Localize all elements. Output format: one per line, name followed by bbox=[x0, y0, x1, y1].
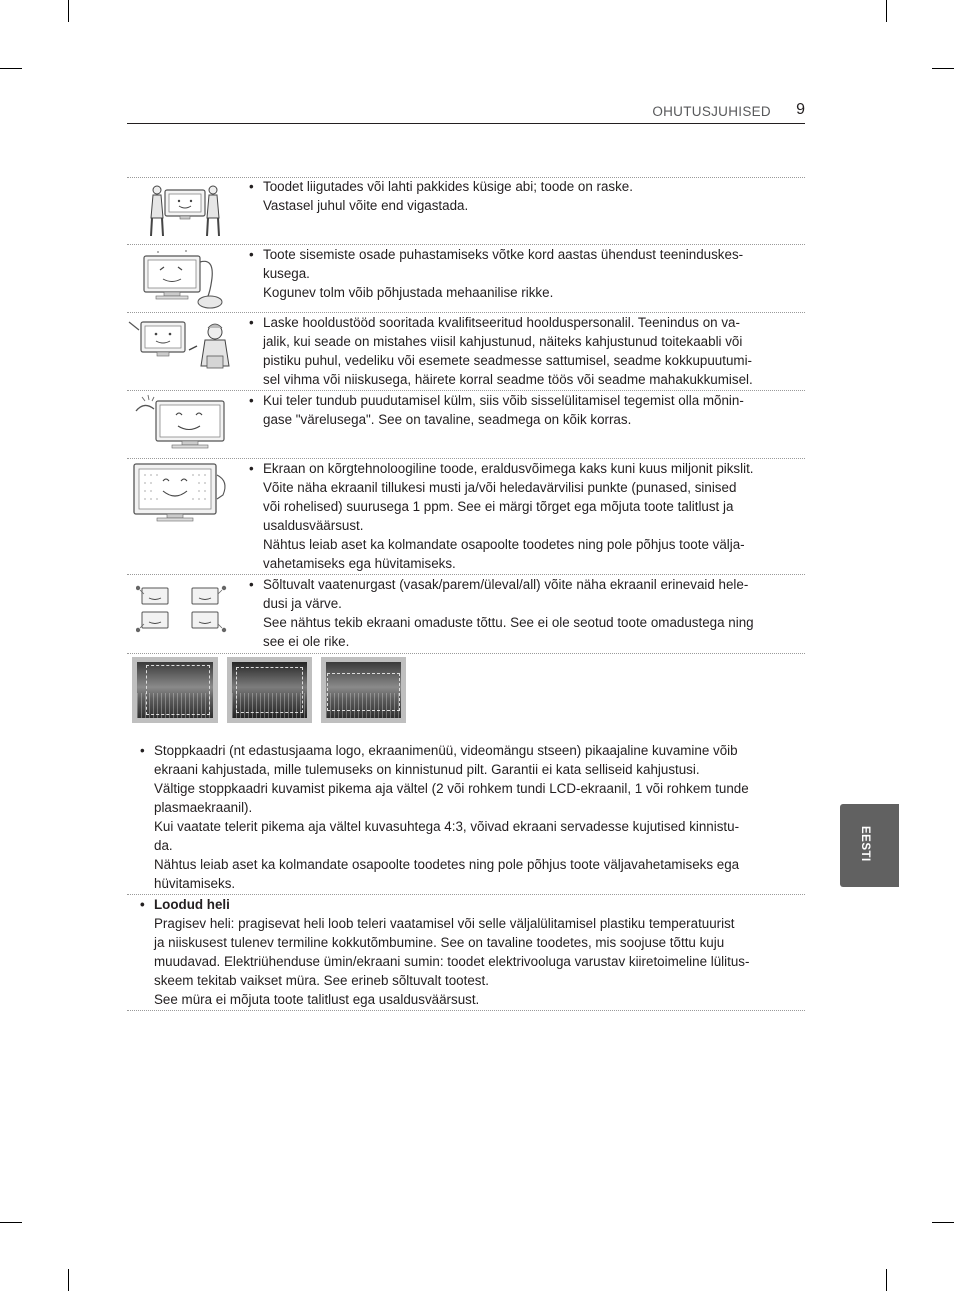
crop-mark bbox=[0, 1222, 22, 1223]
tv-pixel-dots-icon bbox=[131, 461, 231, 525]
language-tab bbox=[840, 804, 899, 887]
row-separator bbox=[127, 1010, 805, 1011]
bullet: • bbox=[249, 461, 254, 476]
text-line: Nähtus leiab aset ka kolmandate osapoolte toodetes ning pole põhjus toote välja- bbox=[263, 537, 745, 552]
page-header bbox=[127, 100, 805, 124]
text-line: usaldusväärsust. bbox=[263, 518, 364, 533]
noise-title: Loodud heli bbox=[154, 897, 230, 912]
text-line: hüvitamiseks. bbox=[154, 876, 236, 891]
bullet: • bbox=[249, 393, 254, 408]
text-line: Nähtus leiab aset ka kolmandate osapoolte toodetes ning pole põhjus toote väljavahetamiseks ega bbox=[154, 857, 740, 872]
noise-section bbox=[140, 895, 749, 1009]
text-line: gase "värelusega". See on tavaline, seadmega on kõik korras. bbox=[263, 412, 632, 427]
text-line: Kui vaatate telerit pikema aja vältel kuvasuhtega 4:3, võivad ekraani servadesse kujutised kinnistu- bbox=[154, 819, 740, 834]
text-line: ja niiskusest tulenev termiline kokkutõmbumine. See on tavaline toodetes, mis soojuse tõttu kuju bbox=[154, 935, 725, 950]
safety-item bbox=[249, 391, 744, 429]
text-line: Võite näha ekraanil tillukesi musti ja/või heledavärvilisi punkte (punased, sinised bbox=[263, 480, 737, 495]
section-title: OHUTUSJUHISED bbox=[652, 104, 771, 119]
page-number: 9 bbox=[796, 101, 805, 118]
crop-mark bbox=[886, 1269, 887, 1291]
text-line: pistiku puhul, vedeliku või esemete seadmesse sattumisel, seadme kokkupuutumi- bbox=[263, 353, 753, 368]
text-line: või rohelised) suurusega 1 ppm. See ei märgi tõrget ega mõjuta toote talitlust ja bbox=[263, 499, 734, 514]
still-image-example bbox=[321, 657, 406, 723]
text-line: skeem tekitab vaikset müra. See erineb sõltuvalt tootest. bbox=[154, 973, 489, 988]
crop-mark bbox=[932, 68, 954, 69]
text-line: See nähtus tekib ekraani omaduste tõttu. See ei ole seotud toote omadustega ning bbox=[263, 615, 754, 630]
text-line: Toote sisemiste osade puhastamiseks võtke kord aastas ühendust teeninduskes- bbox=[263, 247, 744, 262]
crop-mark bbox=[0, 68, 22, 69]
text-line: Kui teler tundub puudutamisel külm, siis võib sisselülitamisel tegemist olla mõnin- bbox=[263, 393, 744, 408]
text-line: Sõltuvalt vaatenurgast (vasak/parem/üleval/all) võite näha ekraanil erinevaid hele- bbox=[263, 577, 749, 592]
safety-item bbox=[249, 313, 753, 389]
text-line: sel vihma või niiskusega, häirete korral seadme töös või seadme mahakukkumisel. bbox=[263, 372, 753, 387]
safety-item bbox=[249, 177, 633, 215]
bullet: • bbox=[249, 315, 254, 330]
text-line: Stoppkaadri (nt edastusjaama logo, ekraanimenüü, videomängu stseen) pikaajaline kuvamine võib bbox=[154, 743, 738, 758]
text-line: see ei ole rike. bbox=[263, 634, 350, 649]
still-image-example bbox=[227, 657, 312, 723]
tv-service-technician-icon bbox=[127, 316, 237, 374]
crop-mark bbox=[68, 0, 69, 22]
text-line: Vastasel juhul võite end vigastada. bbox=[263, 198, 469, 213]
bullet: • bbox=[249, 247, 254, 262]
text-line: muudavad. Elektriühenduse ümin/ekraani sumin: toodet elektrivooluga varustav kiiretoimeline lülitus- bbox=[154, 954, 750, 969]
text-line: plasmaekraanil). bbox=[154, 800, 253, 815]
text-line: Ekraan on kõrgtehnoloogiline toode, eraldusvõimega kaks kuni kuus miljonit pikslit. bbox=[263, 461, 754, 476]
row-separator bbox=[127, 653, 805, 654]
text-line: vahetamiseks ega hüvitamiseks. bbox=[263, 556, 456, 571]
text-line: dusi ja värve. bbox=[263, 596, 342, 611]
safety-item bbox=[249, 575, 754, 651]
tv-moving-people-icon bbox=[148, 182, 222, 240]
crop-mark bbox=[68, 1269, 69, 1291]
text-line: Pragisev heli: pragisevat heli loob teleri vaatamisel või selle väljalülitamisel plastiku temperatuurist bbox=[154, 916, 735, 931]
text-line: See müra ei mõjuta toote talitlust ega usaldusväärsust. bbox=[154, 992, 480, 1007]
safety-item bbox=[249, 245, 743, 302]
bullet: • bbox=[140, 897, 145, 912]
tv-touch-static-icon bbox=[132, 393, 228, 455]
crop-mark bbox=[886, 0, 887, 22]
tv-vacuum-cleaning-icon bbox=[138, 248, 226, 310]
bullet: • bbox=[249, 179, 254, 194]
text-line: kusega. bbox=[263, 266, 310, 281]
text-line: Laske hooldustööd sooritada kvalifitseeritud hoolduspersonalil. Teenindus on va- bbox=[263, 315, 740, 330]
text-line: Vältige stoppkaadri kuvamist pikema aja vältel (2 või rohkem tundi LCD-ekraanil, 1 või rohkem tunde bbox=[154, 781, 749, 796]
text-line: Kogunev tolm võib põhjustada mehaanilise rikke. bbox=[263, 285, 554, 300]
text-line: da. bbox=[154, 838, 173, 853]
tv-viewing-angles-icon bbox=[136, 584, 228, 634]
bullet: • bbox=[249, 577, 254, 592]
bullet: • bbox=[140, 743, 145, 758]
still-image-example bbox=[132, 657, 218, 723]
safety-item bbox=[249, 459, 754, 573]
text-line: Toodet liigutades või lahti pakkides küsige abi; toode on raske. bbox=[263, 179, 633, 194]
text-line: ekraani kahjustada, mille tulemuseks on kinnistunud pilt. Garantii ei kata selliseid kahjustusi. bbox=[154, 762, 700, 777]
text-line: jalik, kui seade on mistahes viisil kahjustunud, näiteks kahjustunud toitekaabli või bbox=[263, 334, 743, 349]
still-image-warning bbox=[140, 741, 749, 893]
language-tab-label: EESTI bbox=[859, 826, 871, 862]
crop-mark bbox=[932, 1222, 954, 1223]
